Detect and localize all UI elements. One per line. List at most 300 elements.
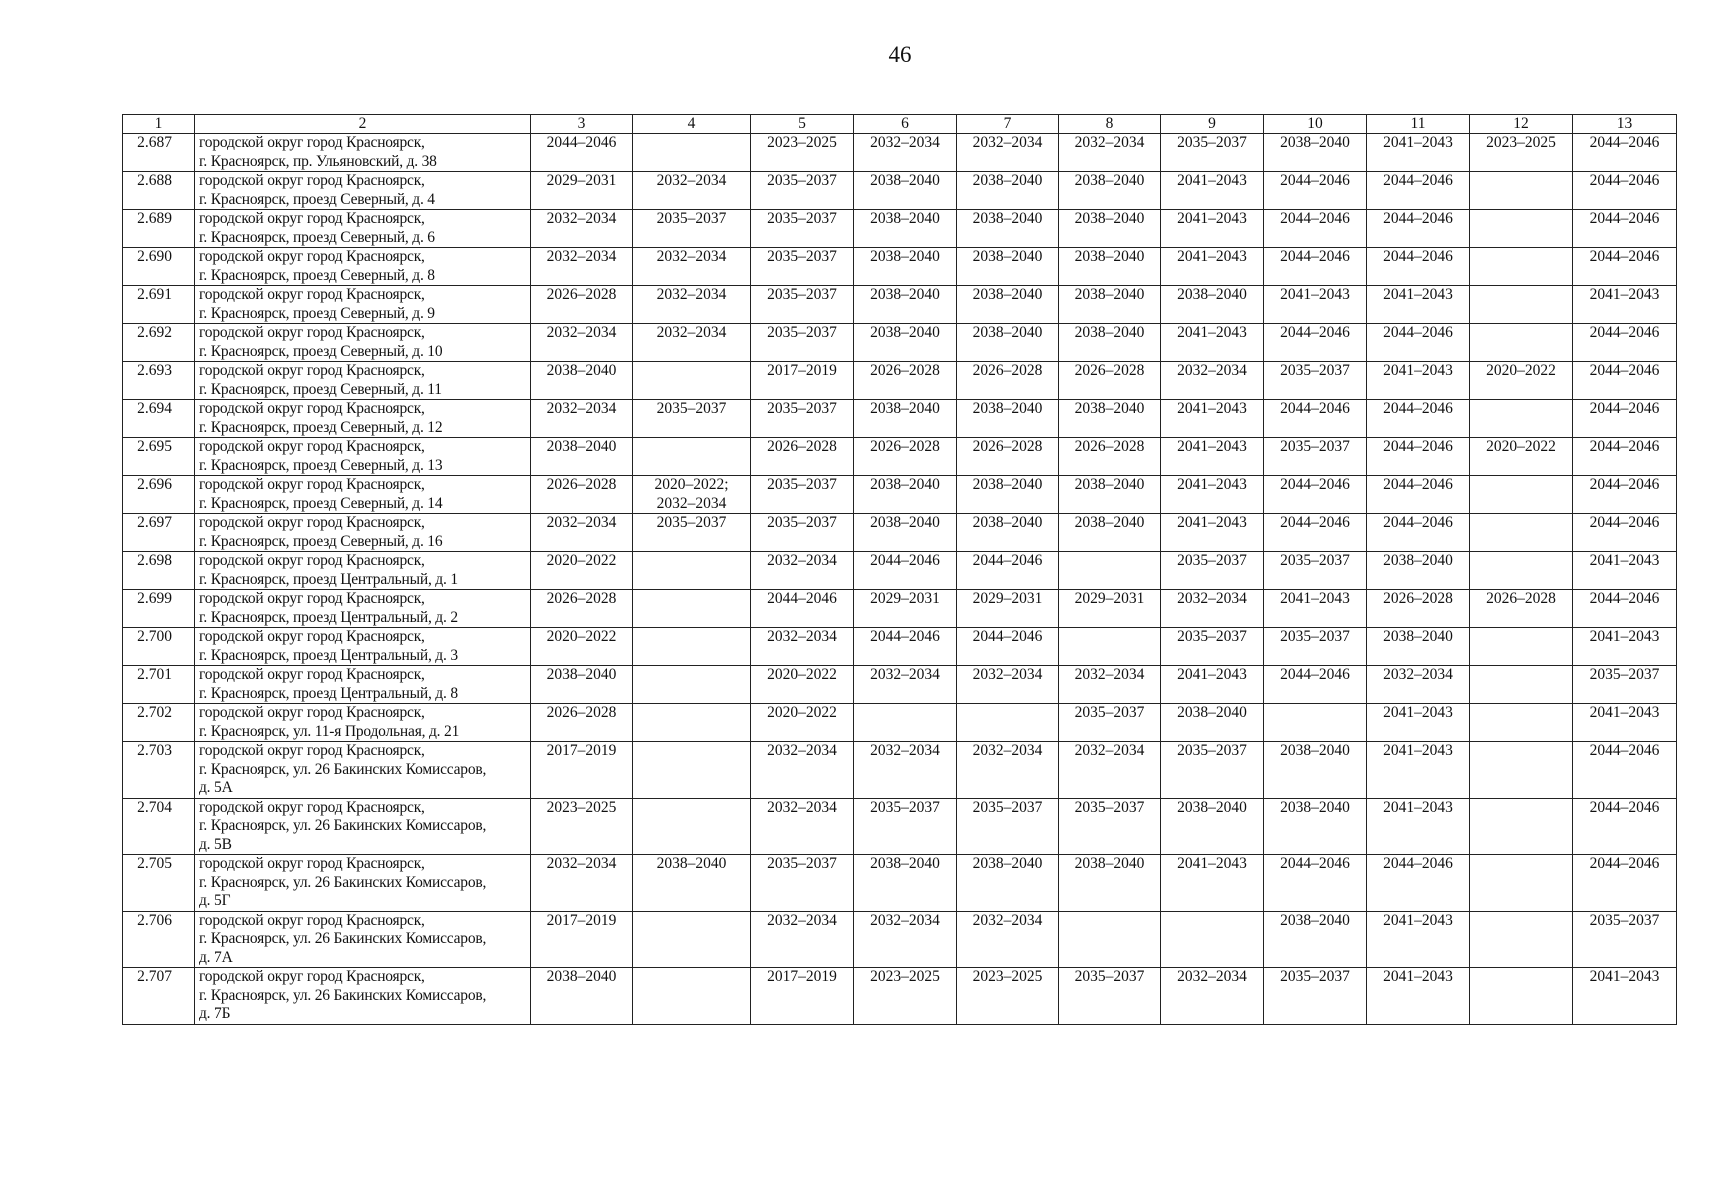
period-value: 2041–2043 (1589, 286, 1660, 303)
period-value: 2029–2031 (1074, 590, 1145, 607)
period-value: 2035–2037 (972, 798, 1043, 816)
period-value: 2035–2037 (1074, 968, 1145, 985)
period-value: 2044–2046 (1383, 438, 1453, 455)
period-cell (751, 552, 854, 590)
period-value: 2041–2043 (1177, 324, 1247, 341)
period-cell (1367, 172, 1470, 210)
column-header-8: 8 (1059, 115, 1161, 134)
address-cell (195, 968, 531, 1025)
period-value: 2032–2034 (972, 134, 1043, 151)
period-value: 2044–2046 (1589, 210, 1660, 227)
row-number: 2.688 (123, 172, 195, 210)
address-cell (195, 798, 531, 855)
period-cell (633, 324, 751, 362)
period-value: 2044–2046 (546, 134, 617, 151)
period-value: 2038–2040 (972, 400, 1043, 417)
period-cell (1264, 855, 1367, 912)
address-line: г. Красноярск, проезд Центральный, д. 1 (199, 570, 458, 588)
period-cell (633, 476, 751, 514)
period-cell (1059, 172, 1161, 210)
period-value: 2041–2043 (1177, 210, 1247, 227)
period-cell (1161, 742, 1264, 799)
column-header-2: 2 (195, 115, 531, 134)
period-value: 2035–2037 (767, 514, 837, 531)
period-cell (531, 362, 633, 400)
period-value: 2038–2040 (972, 286, 1043, 303)
address-line: г. Красноярск, ул. 26 Бакинских Комиссаров, (199, 873, 487, 891)
period-cell (531, 552, 633, 590)
period-cell (1470, 590, 1573, 628)
period-cell (1059, 911, 1161, 968)
period-cell (1573, 134, 1677, 172)
period-cell (1367, 514, 1470, 552)
period-value: 2038–2040 (1074, 855, 1145, 872)
period-value: 2038–2040 (1074, 324, 1145, 341)
period-cell (957, 248, 1059, 286)
period-value: 2023–2025 (972, 968, 1043, 985)
period-cell (751, 362, 854, 400)
period-cell (1367, 210, 1470, 248)
period-value: 2035–2037 (1280, 968, 1350, 985)
table-row (123, 438, 1677, 476)
period-value: 2032–2034 (546, 248, 617, 265)
period-cell (751, 400, 854, 438)
period-cell (1573, 324, 1677, 362)
table-row (123, 248, 1677, 286)
period-value: 2038–2040 (870, 324, 940, 341)
period-value: 2035–2037 (767, 286, 837, 303)
period-cell (1470, 552, 1573, 590)
period-value: 2038–2040 (972, 476, 1043, 493)
row-number: 2.693 (123, 362, 195, 400)
address-cell (195, 248, 531, 286)
period-cell (1059, 798, 1161, 855)
address-cell (195, 324, 531, 362)
period-value: 2044–2046 (1280, 248, 1350, 265)
period-cell (1059, 590, 1161, 628)
period-cell (1059, 628, 1161, 666)
period-cell (957, 362, 1059, 400)
period-value: 2044–2046 (1589, 172, 1660, 189)
period-value: 2041–2043 (1280, 590, 1350, 607)
period-cell (1367, 324, 1470, 362)
row-number: 2.694 (123, 400, 195, 438)
period-cell (854, 704, 957, 742)
period-cell (1059, 362, 1161, 400)
period-cell (1573, 476, 1677, 514)
period-cell (1161, 362, 1264, 400)
period-value: 2032–2034 (546, 210, 617, 227)
period-value: 2038–2040 (972, 248, 1043, 265)
period-cell (531, 324, 633, 362)
address-line: г. Красноярск, проезд Северный, д. 8 (199, 266, 435, 284)
period-cell (1264, 210, 1367, 248)
period-value: 2038–2040 (1074, 514, 1145, 531)
address-line: городской округ город Красноярск, (199, 248, 425, 265)
period-cell (957, 742, 1059, 799)
period-cell (1161, 286, 1264, 324)
period-cell (1470, 855, 1573, 912)
row-number: 2.704 (123, 798, 195, 855)
period-cell (751, 438, 854, 476)
table-row (123, 286, 1677, 324)
period-cell (854, 210, 957, 248)
period-cell (1470, 968, 1573, 1025)
address-line: г. Красноярск, проезд Северный, д. 10 (199, 342, 443, 360)
row-number: 2.702 (123, 704, 195, 742)
period-value: 2041–2043 (1177, 514, 1247, 531)
address-line: городской округ город Красноярск, (199, 286, 425, 303)
period-value: 2035–2037 (1280, 552, 1350, 569)
period-cell (1573, 628, 1677, 666)
period-cell (957, 590, 1059, 628)
period-cell (1264, 628, 1367, 666)
period-value: 2029–2031 (870, 590, 940, 607)
period-cell (1059, 438, 1161, 476)
period-value: 2032–2034 (1383, 666, 1453, 683)
period-cell (1264, 514, 1367, 552)
period-value: 2032–2034 (767, 552, 837, 569)
period-cell (531, 286, 633, 324)
row-number: 2.689 (123, 210, 195, 248)
row-number: 2.691 (123, 286, 195, 324)
period-cell (633, 514, 751, 552)
period-cell (633, 210, 751, 248)
period-value: 2023–2025 (546, 798, 617, 816)
period-cell (531, 666, 633, 704)
period-cell (1470, 704, 1573, 742)
period-value: 2035–2037 (1589, 666, 1660, 683)
table-row (123, 362, 1677, 400)
period-value: 2026–2028 (870, 362, 940, 379)
address-line: г. Красноярск, проезд Центральный, д. 8 (199, 684, 458, 702)
period-cell (957, 172, 1059, 210)
period-value: 2035–2037 (656, 514, 727, 531)
period-cell (957, 476, 1059, 514)
period-value: 2038–2040 (1280, 742, 1350, 759)
period-value: 2026–2028 (546, 590, 617, 607)
period-cell (1573, 514, 1677, 552)
row-number: 2.706 (123, 911, 195, 968)
period-cell (1470, 172, 1573, 210)
column-header-5: 5 (751, 115, 854, 134)
period-value: 2035–2037 (656, 400, 727, 417)
period-cell (1470, 911, 1573, 968)
period-value: 2038–2040 (656, 855, 727, 872)
period-value: 2038–2040 (870, 514, 940, 531)
address-cell (195, 590, 531, 628)
period-cell (1161, 666, 1264, 704)
table-row (123, 742, 1677, 799)
period-value: 2038–2040 (1383, 628, 1453, 645)
address-line: г. Красноярск, проезд Северный, д. 9 (199, 304, 435, 322)
period-cell (1573, 210, 1677, 248)
period-cell (633, 286, 751, 324)
period-value: 2032–2034 (546, 855, 617, 872)
row-number: 2.699 (123, 590, 195, 628)
address-line: д. 5В (199, 835, 232, 853)
period-cell (531, 798, 633, 855)
period-cell (633, 134, 751, 172)
period-value: 2038–2040 (870, 855, 940, 872)
period-cell (854, 324, 957, 362)
address-line: городской округ город Красноярск, (199, 400, 425, 417)
period-cell (751, 210, 854, 248)
period-cell (531, 210, 633, 248)
period-cell (633, 628, 751, 666)
period-value: 2026–2028 (767, 438, 837, 455)
period-value: 2032–2034 (656, 172, 727, 189)
period-cell (531, 704, 633, 742)
period-value: 2026–2028 (1486, 590, 1556, 607)
period-cell (633, 742, 751, 799)
period-cell (1161, 248, 1264, 286)
period-value: 2038–2040 (1280, 911, 1350, 929)
period-cell (1470, 514, 1573, 552)
period-value: 2035–2037 (1589, 911, 1660, 929)
period-value: 2044–2046 (870, 628, 940, 645)
period-cell (751, 628, 854, 666)
period-cell (633, 666, 751, 704)
period-cell (1059, 324, 1161, 362)
period-cell (957, 286, 1059, 324)
period-value: 2038–2040 (1280, 798, 1350, 816)
period-cell (1059, 514, 1161, 552)
period-cell (854, 514, 957, 552)
period-cell (751, 134, 854, 172)
period-value: 2041–2043 (1383, 134, 1453, 151)
period-cell (1161, 324, 1264, 362)
period-value: 2044–2046 (1589, 400, 1660, 417)
period-cell (1367, 552, 1470, 590)
period-value: 2035–2037 (767, 476, 837, 493)
period-value: 2038–2040 (1074, 286, 1145, 303)
address-cell (195, 172, 531, 210)
period-value: 2035–2037 (767, 210, 837, 227)
period-value: 2032–2034 (656, 248, 727, 265)
period-cell (1264, 324, 1367, 362)
period-value: 2041–2043 (1589, 704, 1660, 721)
period-value: 2044–2046 (1589, 134, 1660, 151)
period-cell (957, 628, 1059, 666)
period-value: 2044–2046 (1589, 798, 1660, 816)
period-value: 2041–2043 (1280, 286, 1350, 303)
period-cell (751, 590, 854, 628)
address-line: г. Красноярск, проезд Северный, д. 4 (199, 190, 435, 208)
period-cell (1470, 248, 1573, 286)
period-cell (751, 911, 854, 968)
table-row (123, 704, 1677, 742)
period-value: 2035–2037 (1177, 134, 1247, 151)
period-cell (854, 911, 957, 968)
period-value: 2035–2037 (1280, 362, 1350, 379)
period-cell (957, 798, 1059, 855)
period-cell (1059, 400, 1161, 438)
table-row (123, 628, 1677, 666)
period-value: 2032–2034 (767, 628, 837, 645)
row-number: 2.698 (123, 552, 195, 590)
period-value: 2035–2037 (1074, 798, 1145, 816)
address-line: д. 7Б (199, 1005, 231, 1022)
period-value: 2035–2037 (1177, 552, 1247, 569)
table-row (123, 911, 1677, 968)
period-cell (1161, 798, 1264, 855)
period-cell (1470, 798, 1573, 855)
period-value: 2032–2034 (1177, 590, 1247, 607)
period-value: 2026–2028 (870, 438, 940, 455)
period-value: 2020–2022; (654, 476, 729, 493)
schedule-table (122, 114, 1677, 1025)
period-cell (854, 286, 957, 324)
period-value: 2017–2019 (546, 742, 617, 759)
period-value: 2041–2043 (1383, 911, 1453, 929)
address-cell (195, 514, 531, 552)
table-row (123, 172, 1677, 210)
period-cell (1161, 514, 1264, 552)
period-value: 2038–2040 (972, 210, 1043, 227)
period-value: 2032–2034 (870, 911, 940, 929)
period-cell (751, 324, 854, 362)
period-value: 2044–2046 (1383, 514, 1453, 531)
period-value: 2041–2043 (1177, 400, 1247, 417)
row-number: 2.707 (123, 968, 195, 1025)
period-value: 2041–2043 (1383, 286, 1453, 303)
period-value: 2044–2046 (972, 628, 1043, 645)
period-value: 2032–2034 (1074, 666, 1145, 683)
period-cell (633, 438, 751, 476)
period-value: 2041–2043 (1589, 968, 1660, 985)
address-cell (195, 855, 531, 912)
period-cell (957, 552, 1059, 590)
period-cell (1367, 855, 1470, 912)
period-cell (633, 911, 751, 968)
period-cell (854, 742, 957, 799)
period-cell (1573, 666, 1677, 704)
period-cell (531, 172, 633, 210)
period-value: 2038–2040 (1074, 210, 1145, 227)
address-cell (195, 666, 531, 704)
period-cell (1470, 210, 1573, 248)
period-value: 2035–2037 (767, 248, 837, 265)
period-cell (1470, 438, 1573, 476)
period-value: 2026–2028 (546, 704, 617, 721)
period-cell (957, 968, 1059, 1025)
period-cell (633, 590, 751, 628)
period-cell (957, 911, 1059, 968)
period-cell (1470, 324, 1573, 362)
period-value: 2026–2028 (546, 286, 617, 303)
row-number: 2.701 (123, 666, 195, 704)
address-line: г. Красноярск, проезд Северный, д. 6 (199, 228, 435, 246)
period-cell (751, 286, 854, 324)
address-line: г. Красноярск, ул. 11-я Продольная, д. 21 (199, 722, 460, 740)
period-value: 2044–2046 (1589, 590, 1660, 607)
table-row (123, 400, 1677, 438)
address-line: городской округ город Красноярск, (199, 172, 425, 189)
period-value: 2035–2037 (767, 400, 837, 417)
period-value: 2032–2034 (870, 666, 940, 683)
period-cell (531, 438, 633, 476)
period-cell (751, 248, 854, 286)
period-cell (1367, 362, 1470, 400)
period-cell (1059, 704, 1161, 742)
period-value: 2041–2043 (1177, 438, 1247, 455)
period-value: 2044–2046 (1280, 514, 1350, 531)
period-value: 2041–2043 (1383, 798, 1453, 816)
period-cell (531, 911, 633, 968)
period-value: 2035–2037 (656, 210, 727, 227)
period-value: 2041–2043 (1589, 628, 1660, 645)
period-cell (1264, 172, 1367, 210)
address-line: д. 7А (199, 948, 233, 966)
period-cell (1573, 704, 1677, 742)
address-cell (195, 134, 531, 172)
period-value: 2041–2043 (1383, 742, 1453, 759)
period-cell (1161, 400, 1264, 438)
period-cell (1161, 590, 1264, 628)
row-number: 2.696 (123, 476, 195, 514)
page-number: 46 (888, 42, 912, 67)
period-value: 2032–2034 (656, 324, 727, 341)
address-line: городской округ город Красноярск, (199, 968, 425, 985)
period-cell (957, 666, 1059, 704)
row-number: 2.687 (123, 134, 195, 172)
period-cell (854, 362, 957, 400)
period-value: 2038–2040 (1177, 286, 1247, 303)
period-value: 2044–2046 (1383, 855, 1453, 872)
period-value: 2041–2043 (1177, 855, 1247, 872)
period-value: 2044–2046 (1280, 855, 1350, 872)
period-cell (531, 628, 633, 666)
period-cell (854, 248, 957, 286)
period-value: 2020–2022 (546, 552, 617, 569)
column-header-3: 3 (531, 115, 633, 134)
period-cell (531, 742, 633, 799)
column-header-9: 9 (1161, 115, 1264, 134)
address-line: д. 5А (199, 779, 233, 796)
period-cell (854, 590, 957, 628)
period-cell (957, 134, 1059, 172)
period-cell (1573, 968, 1677, 1025)
period-cell (854, 666, 957, 704)
row-number: 2.697 (123, 514, 195, 552)
period-value: 2032–2034 (870, 742, 940, 759)
address-cell (195, 362, 531, 400)
period-value: 2032–2034 (1177, 362, 1247, 379)
address-line: г. Красноярск, проезд Северный, д. 13 (199, 456, 443, 474)
table-row (123, 666, 1677, 704)
period-value: 2017–2019 (767, 362, 837, 379)
period-cell (1470, 134, 1573, 172)
period-value: 2041–2043 (1383, 968, 1453, 985)
address-line: г. Красноярск, проезд Северный, д. 16 (199, 532, 443, 550)
period-cell (1264, 704, 1367, 742)
address-line: г. Красноярск, проезд Северный, д. 12 (199, 418, 443, 436)
period-value: 2038–2040 (546, 666, 617, 683)
address-line: городской округ город Красноярск, (199, 628, 425, 645)
period-cell (1470, 362, 1573, 400)
period-value: 2026–2028 (1074, 362, 1145, 379)
period-cell (751, 855, 854, 912)
period-cell (1059, 742, 1161, 799)
period-value: 2020–2022 (767, 666, 837, 683)
period-cell (957, 438, 1059, 476)
period-value: 2044–2046 (1589, 742, 1660, 759)
period-cell (633, 248, 751, 286)
period-cell (1264, 438, 1367, 476)
period-value: 2035–2037 (767, 172, 837, 189)
period-value: 2038–2040 (1074, 172, 1145, 189)
